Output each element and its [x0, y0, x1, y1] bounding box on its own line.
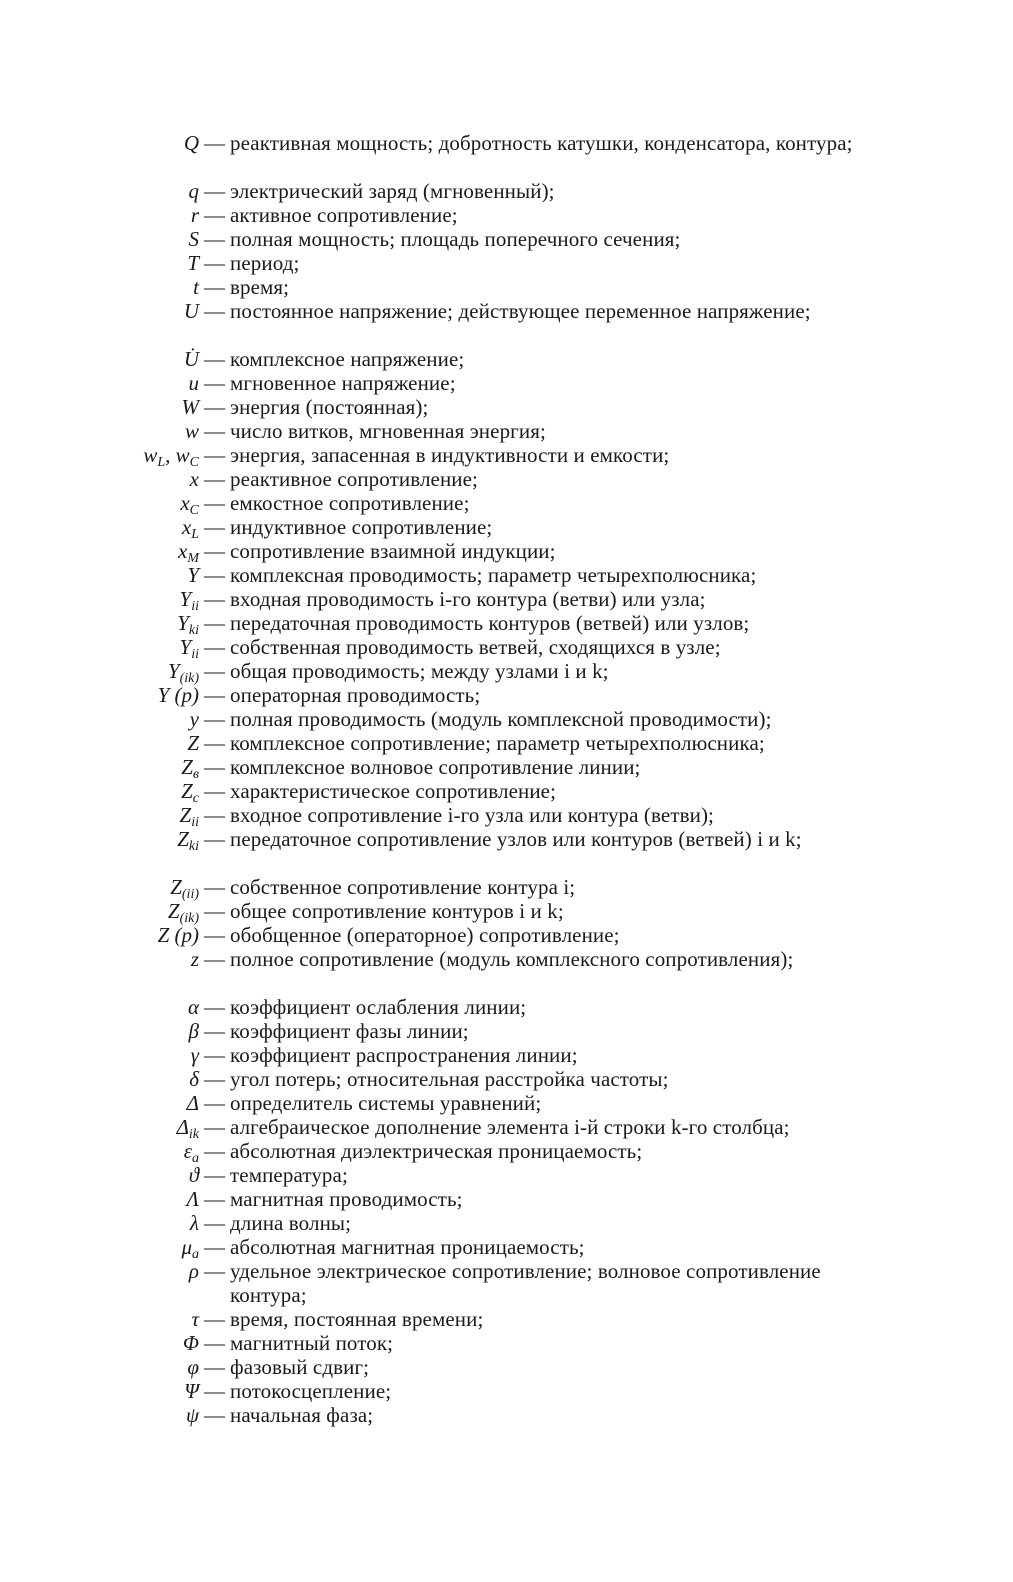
- dash-separator: —: [204, 1379, 225, 1403]
- symbol: [0, 1019, 204, 1043]
- symbol-entry: [0, 923, 1013, 947]
- symbol: [0, 731, 204, 755]
- symbol-description: число витков, мгновенная энергия;: [230, 419, 546, 443]
- dash-separator: —: [204, 131, 225, 155]
- symbol-entry: [0, 683, 1013, 707]
- symbol-subscript: ii: [191, 599, 199, 614]
- dash-separator: —: [204, 1187, 225, 1211]
- symbol: [0, 707, 204, 731]
- symbol-main: S: [188, 227, 199, 251]
- symbol-description: коэффициент ослабления линии;: [230, 995, 527, 1019]
- symbol: [0, 227, 204, 251]
- symbol-subscript: (ii): [181, 887, 199, 902]
- symbol-description: энергия, запасенная в индуктивности и емкости;: [230, 443, 670, 467]
- symbol-description: емкостное сопротивление;: [230, 491, 470, 515]
- symbol: [0, 179, 204, 203]
- symbol: [0, 635, 204, 662]
- symbol: [0, 371, 204, 395]
- dash-separator: —: [204, 1163, 225, 1187]
- symbol-main: ϑ: [188, 1163, 199, 1187]
- symbol-entry: [0, 131, 1013, 179]
- symbol-main: Z: [179, 803, 192, 827]
- symbol-description: реактивное сопротивление;: [230, 467, 478, 491]
- dash-separator: —: [204, 1211, 225, 1235]
- symbol-description: передаточная проводимость контуров (ветвей) или узлов;: [230, 611, 750, 635]
- symbol-main: x: [189, 467, 199, 491]
- symbol-entry: [0, 395, 1013, 419]
- symbol-description: период;: [230, 251, 300, 275]
- symbol-subscript: M: [187, 551, 199, 566]
- symbol-description: энергия (постоянная);: [230, 395, 429, 419]
- symbol-subscript: ki: [188, 839, 199, 854]
- dash-separator: —: [204, 1019, 225, 1043]
- symbol: [0, 347, 204, 371]
- dash-separator: —: [204, 275, 225, 299]
- symbol-description: полное сопротивление (модуль комплексного сопротивления);: [230, 947, 794, 971]
- symbol-subscript: в: [192, 767, 199, 782]
- symbol-main: Φ: [183, 1331, 199, 1355]
- symbol-entry: [0, 587, 1013, 614]
- symbol-description: характеристическое сопротивление;: [230, 779, 557, 803]
- symbol-description: постоянное напряжение; действующее переменное напряжение;: [230, 299, 811, 323]
- symbol-main: w: [143, 443, 158, 467]
- dash-separator: —: [204, 659, 225, 683]
- symbol-main: U: [183, 299, 199, 323]
- symbol-description: абсолютная диэлектрическая проницаемость;: [230, 1139, 643, 1163]
- symbol-entry: [0, 1379, 1013, 1403]
- symbol-description: определитель системы уравнений;: [230, 1091, 542, 1115]
- dash-separator: —: [204, 1355, 225, 1379]
- symbol-description: длина волны;: [230, 1211, 352, 1235]
- symbol-entry: [0, 419, 1013, 443]
- dash-separator: —: [204, 899, 225, 923]
- symbol-main: λ: [189, 1211, 199, 1235]
- symbol-description: общее сопротивление контуров i и k;: [230, 899, 564, 923]
- symbol-description: активное сопротивление;: [230, 203, 458, 227]
- symbol: [0, 539, 204, 566]
- symbol-entry: [0, 515, 1013, 542]
- symbol-entry: [0, 611, 1013, 638]
- symbol-entry: [0, 1067, 1013, 1091]
- symbol: [0, 395, 204, 419]
- symbol: [0, 131, 204, 155]
- symbol-description: собственная проводимость ветвей, сходящихся в узле;: [230, 635, 721, 659]
- symbol: [0, 1235, 204, 1262]
- symbol-entry: [0, 635, 1013, 662]
- dash-separator: —: [204, 1331, 225, 1355]
- symbol-description: полная мощность; площадь поперечного сечения;: [230, 227, 681, 251]
- symbol-main: Δ: [186, 1091, 199, 1115]
- symbol: [0, 203, 204, 227]
- dash-separator: —: [204, 1307, 225, 1331]
- symbol-main: Z: [170, 875, 182, 899]
- symbol: [0, 563, 204, 587]
- symbol: [0, 275, 204, 299]
- symbol: [0, 467, 204, 491]
- symbol-main: Ψ: [184, 1379, 199, 1403]
- symbol: [0, 923, 204, 947]
- dash-separator: —: [204, 635, 225, 659]
- symbol-entry: [0, 1139, 1013, 1166]
- symbol-description: фазовый сдвиг;: [230, 1355, 370, 1379]
- symbol-description: потокосцепление;: [230, 1379, 392, 1403]
- symbol-main: Q: [183, 131, 199, 155]
- symbol: [0, 491, 204, 518]
- symbol: [0, 1187, 204, 1211]
- symbol-second: , w: [165, 443, 190, 467]
- symbol-entry: [0, 227, 1013, 251]
- symbol-description: абсолютная магнитная проницаемость;: [230, 1235, 585, 1259]
- symbol-main: U̇: [183, 347, 199, 371]
- symbol-description: индуктивное сопротивление;: [230, 515, 493, 539]
- symbol: [0, 611, 204, 638]
- symbol: [0, 1379, 204, 1403]
- dash-separator: —: [204, 395, 225, 419]
- symbol: [0, 1403, 204, 1427]
- dash-separator: —: [204, 467, 225, 491]
- symbol: [0, 299, 204, 323]
- symbol-description: входное сопротивление i-го узла или контура (ветви);: [230, 803, 714, 827]
- symbol-entry: [0, 467, 1013, 491]
- symbol-entry: [0, 203, 1013, 227]
- symbol: [0, 755, 204, 782]
- dash-separator: —: [204, 947, 225, 971]
- symbol-description: время;: [230, 275, 290, 299]
- symbol-main: u: [188, 371, 199, 395]
- symbol-main: δ: [189, 1067, 199, 1091]
- dash-separator: —: [204, 755, 225, 779]
- symbol-entry: [0, 899, 1013, 926]
- dash-separator: —: [204, 371, 225, 395]
- symbol-entry: [0, 491, 1013, 518]
- symbol-description: магнитная проводимость;: [230, 1187, 463, 1211]
- symbol: [0, 1211, 204, 1235]
- symbol-main: Z: [181, 755, 193, 779]
- symbol: [0, 1091, 204, 1115]
- symbol-main: Y: [187, 563, 199, 587]
- symbol-main: Y (p): [157, 683, 199, 707]
- symbol-main: Z: [167, 899, 180, 923]
- dash-separator: —: [204, 731, 225, 755]
- symbol-entry: [0, 1091, 1013, 1115]
- symbol-main: z: [190, 947, 199, 971]
- symbol: [0, 443, 204, 470]
- dash-separator: —: [204, 1091, 225, 1115]
- dash-separator: —: [204, 491, 225, 515]
- symbol: [0, 515, 204, 542]
- symbol-entry: [0, 947, 1013, 995]
- symbol-entry: [0, 1355, 1013, 1379]
- symbol: [0, 1259, 204, 1283]
- symbol-entry: [0, 539, 1013, 566]
- symbol-subscript: a: [192, 1151, 199, 1166]
- symbol-entry: [0, 299, 1013, 347]
- symbol-subscript: ik: [188, 1127, 199, 1142]
- symbol-entry: [0, 275, 1013, 299]
- symbol-subscript: c: [192, 791, 199, 806]
- symbol-main: x: [181, 515, 192, 539]
- symbol-entry: [0, 755, 1013, 782]
- symbol: [0, 1115, 204, 1142]
- symbol-main: Y: [179, 587, 192, 611]
- symbol-entry: [0, 1235, 1013, 1262]
- symbol-description: коэффициент распространения линии;: [230, 1043, 578, 1067]
- dash-separator: —: [204, 443, 225, 467]
- symbol-main: r: [190, 203, 199, 227]
- symbol: [0, 899, 204, 926]
- symbol-list: [0, 131, 1013, 1427]
- dash-separator: —: [204, 299, 225, 323]
- symbol-subscript: (ik): [179, 911, 199, 926]
- symbol-main: γ: [190, 1043, 199, 1067]
- dash-separator: —: [204, 251, 225, 275]
- dash-separator: —: [204, 347, 225, 371]
- symbol: [0, 803, 204, 830]
- symbol-main: τ: [191, 1307, 199, 1331]
- symbol: [0, 587, 204, 614]
- symbol-description: комплексное сопротивление; параметр четырехполюсника;: [230, 731, 765, 755]
- symbol-description: время, постоянная времени;: [230, 1307, 484, 1331]
- symbol: [0, 995, 204, 1019]
- symbol-main: x: [180, 491, 190, 515]
- symbol-subscript: L: [157, 455, 166, 470]
- symbol-description: угол потерь; относительная расстройка частоты;: [230, 1067, 669, 1091]
- dash-separator: —: [204, 683, 225, 707]
- dash-separator: —: [204, 1403, 225, 1427]
- symbol-description: удельное электрическое сопротивление; волновое сопротивление контура;: [230, 1259, 821, 1307]
- dash-separator: —: [204, 1235, 225, 1259]
- symbol-description: начальная фаза;: [230, 1403, 374, 1427]
- symbol-main: μ: [181, 1235, 192, 1259]
- symbol: [0, 659, 204, 686]
- symbol-main: x: [178, 539, 188, 563]
- symbol-entry: [0, 1211, 1013, 1235]
- symbol-main: Z: [187, 731, 199, 755]
- symbol: [0, 419, 204, 443]
- symbol-main: Y: [167, 659, 180, 683]
- symbol-description: магнитный поток;: [230, 1331, 394, 1355]
- symbol-subscript: L: [191, 527, 199, 542]
- symbol-description: температура;: [230, 1163, 348, 1187]
- symbol-main: Δ: [176, 1115, 189, 1139]
- symbol-main: β: [188, 1019, 199, 1043]
- symbol-entry: [0, 875, 1013, 902]
- dash-separator: —: [204, 1043, 225, 1067]
- symbol-main: Z: [177, 827, 189, 851]
- symbol: [0, 1163, 204, 1187]
- symbol-entry: [0, 1331, 1013, 1355]
- symbol-description: комплексное волновое сопротивление линии;: [230, 755, 641, 779]
- dash-separator: —: [204, 587, 225, 611]
- symbol-description: передаточное сопротивление узлов или контуров (ветвей) i и k;: [230, 827, 802, 851]
- symbol-description: комплексная проводимость; параметр четырехполюсника;: [230, 563, 757, 587]
- symbol-main: φ: [187, 1355, 199, 1379]
- symbol-subscript: a: [192, 1247, 199, 1262]
- symbol-main: ρ: [188, 1259, 199, 1283]
- symbol-entry: [0, 1115, 1013, 1142]
- dash-separator: —: [204, 179, 225, 203]
- symbol: [0, 683, 204, 707]
- dash-separator: —: [204, 1259, 225, 1283]
- symbol-second-subscript: C: [189, 455, 199, 470]
- dash-separator: —: [204, 1115, 225, 1139]
- symbol-main: α: [187, 995, 199, 1019]
- symbol-entry: [0, 1403, 1013, 1427]
- symbol: [0, 251, 204, 275]
- symbol-main: t: [193, 275, 199, 299]
- dash-separator: —: [204, 875, 225, 899]
- symbol-main: q: [188, 179, 199, 203]
- symbol-entry: [0, 251, 1013, 275]
- dash-separator: —: [204, 827, 225, 851]
- symbol-subscript: ii: [191, 647, 199, 662]
- symbol-description: алгебраическое дополнение элемента i-й строки k-го столбца;: [230, 1115, 790, 1139]
- symbol: [0, 1331, 204, 1355]
- symbol-description: комплексное напряжение;: [230, 347, 465, 371]
- symbol-description: мгновенное напряжение;: [230, 371, 456, 395]
- symbol-description: собственное сопротивление контура i;: [230, 875, 576, 899]
- dash-separator: —: [204, 923, 225, 947]
- symbol-entry: [0, 1043, 1013, 1067]
- symbol-main: w: [184, 419, 199, 443]
- symbol: [0, 1067, 204, 1091]
- symbol-subscript: C: [189, 503, 199, 518]
- symbol-entry: [0, 179, 1013, 203]
- symbol-entry: [0, 659, 1013, 686]
- symbol-entry: [0, 1163, 1013, 1187]
- symbol-main: Λ: [186, 1187, 199, 1211]
- symbol-entry: [0, 1307, 1013, 1331]
- symbol-description: входная проводимость i-го контура (ветви) или узла;: [230, 587, 706, 611]
- symbol-main: ε: [183, 1139, 192, 1163]
- symbol-entry: [0, 371, 1013, 395]
- symbol-entry: [0, 707, 1013, 731]
- symbol-entry: [0, 803, 1013, 830]
- symbol-main: Y: [177, 611, 189, 635]
- symbol: [0, 1139, 204, 1166]
- symbol-entry: [0, 1187, 1013, 1211]
- dash-separator: —: [204, 539, 225, 563]
- dash-separator: —: [204, 227, 225, 251]
- symbol-main: T: [187, 251, 199, 275]
- dash-separator: —: [204, 563, 225, 587]
- symbol-entry: [0, 347, 1013, 371]
- dash-separator: —: [204, 611, 225, 635]
- dash-separator: —: [204, 203, 225, 227]
- dash-separator: —: [204, 707, 225, 731]
- symbol: [0, 947, 204, 971]
- symbol-entry: [0, 827, 1013, 875]
- symbol: [0, 1043, 204, 1067]
- symbol-description: электрический заряд (мгновенный);: [230, 179, 555, 203]
- symbol-entry: [0, 1259, 1013, 1307]
- symbol-main: ψ: [185, 1403, 199, 1427]
- symbol-entry: [0, 995, 1013, 1019]
- symbol: [0, 779, 204, 806]
- symbol: [0, 1307, 204, 1331]
- symbol-main: W: [181, 395, 199, 419]
- symbol-main: Y: [179, 635, 192, 659]
- symbol-description: обобщенное (операторное) сопротивление;: [230, 923, 620, 947]
- dash-separator: —: [204, 1139, 225, 1163]
- symbol-main: y: [189, 707, 199, 731]
- dash-separator: —: [204, 419, 225, 443]
- symbol: [0, 1355, 204, 1379]
- symbol-main: Z (p): [157, 923, 199, 947]
- symbol: [0, 875, 204, 902]
- symbol-entry: [0, 1019, 1013, 1043]
- symbol-description: общая проводимость; между узлами i и k;: [230, 659, 609, 683]
- symbol-entry: [0, 779, 1013, 806]
- dash-separator: —: [204, 803, 225, 827]
- symbol-description: операторная проводимость;: [230, 683, 481, 707]
- symbol-description: сопротивление взаимной индукции;: [230, 539, 556, 563]
- symbol-entry: [0, 443, 1013, 470]
- symbol-subscript: ki: [188, 623, 199, 638]
- symbol-description: реактивная мощность; добротность катушки, конденсатора, контура;: [230, 131, 853, 155]
- dash-separator: —: [204, 995, 225, 1019]
- symbol: [0, 827, 204, 854]
- symbol-entry: [0, 563, 1013, 587]
- symbol-description: полная проводимость (модуль комплексной проводимости);: [230, 707, 772, 731]
- symbol-subscript: ii: [191, 815, 199, 830]
- symbol-description: коэффициент фазы линии;: [230, 1019, 469, 1043]
- dash-separator: —: [204, 779, 225, 803]
- dash-separator: —: [204, 515, 225, 539]
- dash-separator: —: [204, 1067, 225, 1091]
- symbol-main: Z: [181, 779, 193, 803]
- symbol-subscript: (ik): [179, 671, 199, 686]
- symbol-entry: [0, 731, 1013, 755]
